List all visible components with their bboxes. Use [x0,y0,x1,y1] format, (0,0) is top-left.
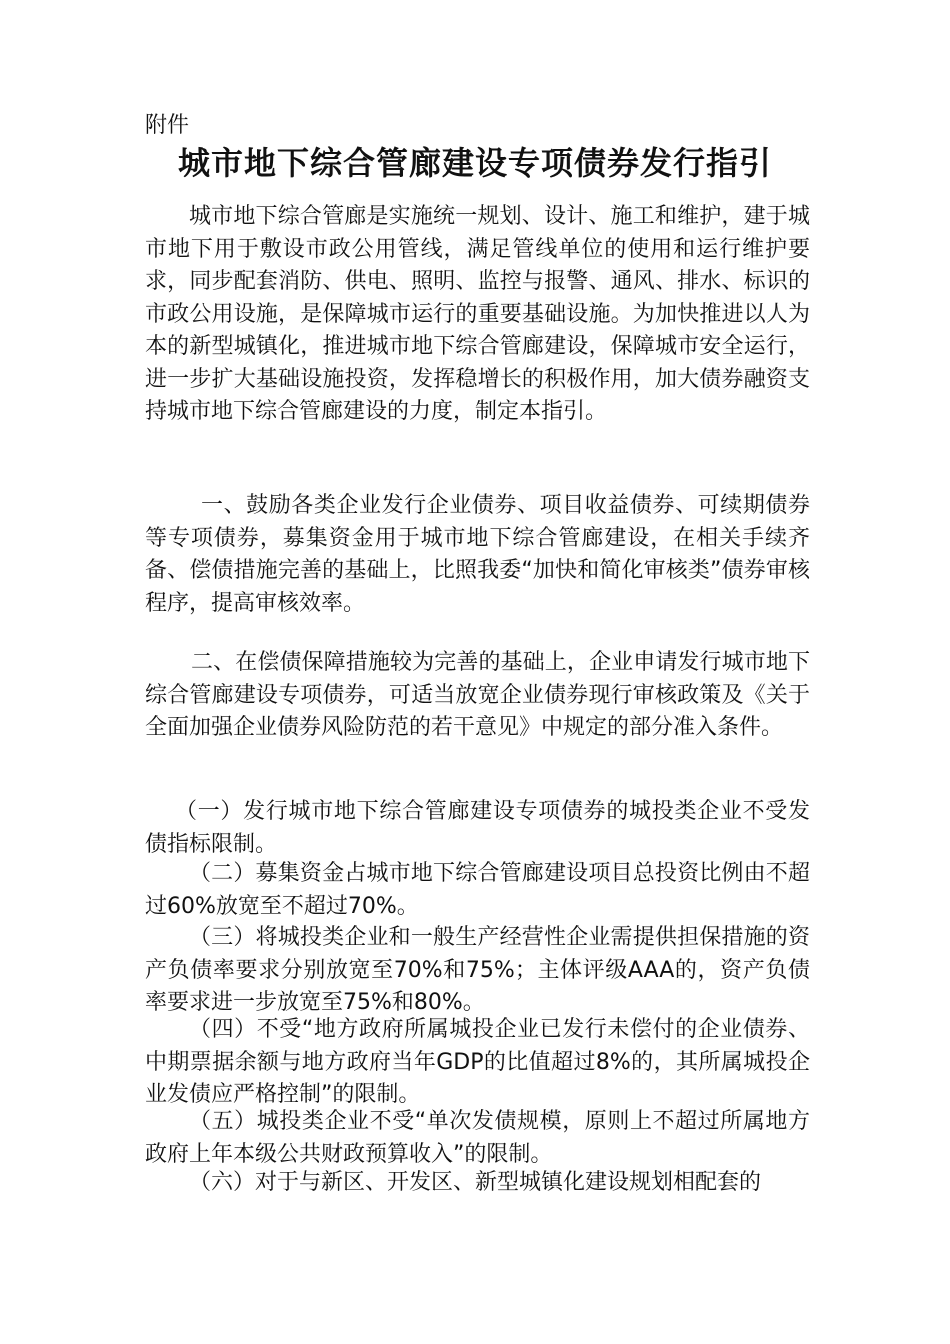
sub-item-4: （四）不受“地方政府所属城投企业已发行未偿付的企业债券、中期票据余额与地方政府当年GDP的比值超过8%的，其所属城投企业发债应严格控制”的限制。 [145,1017,810,1107]
sub-item-3: （三）将城投类企业和一般生产经营性企业需提供担保措施的资产负债率要求分别放宽至70%和75%；主体评级AAA的，资产负债率要求进一步放宽至75%和80%。 [145,925,810,1015]
document-title: 城市地下综合管廊建设专项债券发行指引 [177,144,772,182]
sub-item-2: （二）募集资金占城市地下综合管廊建设项目总投资比例由不超过60%放宽至不超过70%。 [145,861,810,919]
section-two-paragraph: 二、在偿债保障措施较为完善的基础上，企业申请发行城市地下综合管廊建设专项债券，可适当放宽企业债券现行审核政策及《关于全面加强企业债券风险防范的若干意见》中规定的部分准入条件。 [145,650,810,740]
section-one-paragraph: 一、鼓励各类企业发行企业债券、项目收益债券、可续期债券等专项债券，募集资金用于城市地下综合管廊建设，在相关手续齐备、偿债措施完善的基础上，比照我委“加快和简化审核类”债券审核程序，提高审核效率。 [145,493,810,616]
sub-item-5: （五）城投类企业不受“单次发债规模，原则上不超过所属地方政府上年本级公共财政预算收入”的限制。 [145,1109,810,1167]
sub-item-6: （六）对于与新区、开发区、新型城镇化建设规划相配套的 [189,1170,762,1195]
sub-item-1: （一）发行城市地下综合管廊建设专项债券的城投类企业不受发债指标限制。 [145,799,810,857]
intro-paragraph: 城市地下综合管廊是实施统一规划、设计、施工和维护，建于城市地下用于敷设市政公用管线，满足管线单位的使用和运行维护要求，同步配套消防、供电、照明、监控与报警、通风、排水、标识的市政公用设施，是保障城市运行的重要基础设施。为加快推进以人为本的新型城镇化，推进城市地下综合管廊建设，保障城市安全运行，进一步扩大基础设施投资，发挥稳增长的积极作用，加大债券融资支持城市地下综合管廊建设的力度，制定本指引。 [145,204,810,424]
attachment-label: 附件 [145,113,190,138]
